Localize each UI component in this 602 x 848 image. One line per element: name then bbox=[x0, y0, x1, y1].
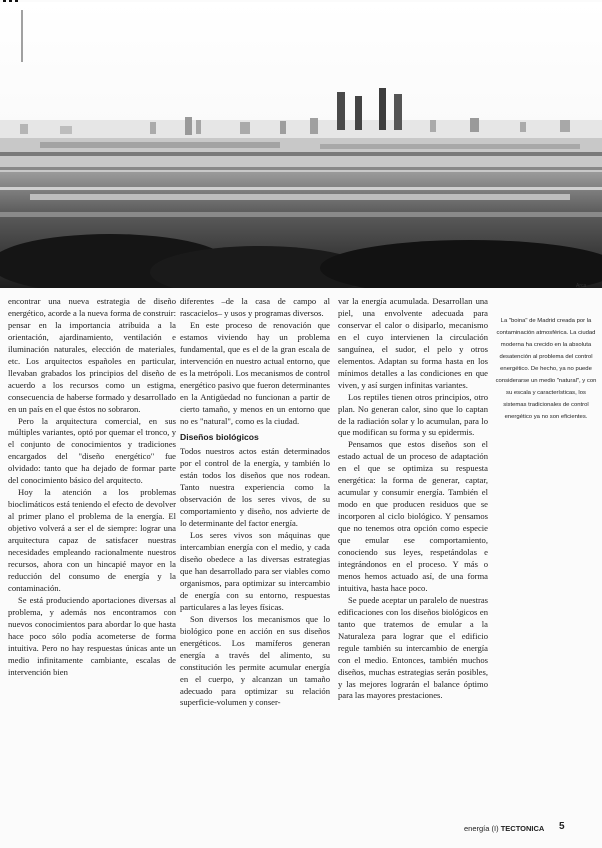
paragraph: Los seres vivos son máquinas que intercambian energía con el medio, y cada diseño obedece a las diversas estrategias que han desarrollado para ser viables como organismos, para optimizar su intercambio de energía con su entorno, respuestas particulares a las leyes físicas. bbox=[180, 530, 330, 612]
paragraph: Se puede aceptar un paralelo de nuestras edificaciones con los diseños biológicos en tanto que tratemos de emular a la Naturaleza para lograr que el edificio regule también su intercambio de energía con el medio. Entonces, también muchos diseños, muchas estrategias serán posibles, y las mejores lograrán el balance óptimo para las mayores prestaciones. bbox=[338, 594, 488, 701]
text-column-3 bbox=[338, 296, 488, 702]
text-column-1 bbox=[8, 296, 176, 679]
photo-caption: La "boina" de Madrid creada por la contaminación atmosférica. La ciudad moderna ha crecido en la absoluta desatención al problema del control energético. De hecho, ya no puede considerarse un medio "natural", y con su escala y características, los sistemas tradicionales de control energético ya no son eficientes. bbox=[495, 318, 597, 420]
paragraph: Se está produciendo aportaciones diversas al problema, y además nos encontramos con nuevos conocimientos para abordar lo que hasta hace poco sólo podía acometerse de forma intuitiva. Pero no hay respuestas únicas ante un medio infinitamente cambiante, escalas de intervención bien bbox=[8, 594, 176, 677]
page-number: 5 bbox=[559, 821, 565, 832]
paragraph: Los reptiles tienen otros principios, otro plan. No generan calor, sino que lo captan de la radiación solar y lo acumulan, para lo que modifican su forma y su epidermis. bbox=[338, 391, 488, 438]
footer-section: energía (I) bbox=[464, 824, 499, 833]
page-footer bbox=[464, 824, 544, 833]
paragraph: Hoy la atención a los problemas bioclimáticos está teniendo el efecto de devolver al primer plano el problema de la energía. El objetivo volverá a ser el de siempre: lograr una arquitectura capaz de satisfacer nuestras necesidades empleando racionalmente nuestros recursos, ahora con un hincapié mayor en la reducción del consumo de energía y la contaminación. bbox=[8, 487, 176, 593]
footer-magazine: TECTONICA bbox=[500, 824, 545, 833]
paragraph: Pero la arquitectura comercial, en sus múltiples variantes, optó por quemar el tronco, y el conjunto de conocimientos y tradiciones encargados del "diseño energético" fue olvidado: tanto que ha dejado de formar parte del conocimiento básico del arquitecto. bbox=[8, 415, 176, 486]
section-heading: Diseños biológicos bbox=[180, 432, 259, 443]
paragraph: Todos nuestros actos están determinados por el control de la energía, y también lo están todos los diseños que nos rodean. Tanto nuestra experiencia como la observación de los seres vivos, de su comportamiento y diseño, nos advierte de lo determinante del factor energía. bbox=[180, 446, 330, 529]
paragraph: diferentes –de la casa de campo al rascacielos– y usos y programas diversos. bbox=[180, 296, 330, 318]
photo-credit: Arca bbox=[576, 283, 587, 289]
madrid-skyline-photo bbox=[0, 2, 602, 288]
paragraph: Son diversos los mecanismos que lo biológico pone en acción en sus diseños energéticos. Los mamíferos generan energía a través del alimento, su constitución les permite acumular energía en el cuerpo, y alcanzan un tamaño adecuado para optimizar su relación superficie-volumen y conser- bbox=[180, 613, 330, 708]
paragraph: var la energía acumulada. Desarrollan una piel, una envolvente adecuada para conservar el calor o disiparlo, mecanismo en el cuyo intervienen la circulación sanguínea, el sudor, el pelo y otros elementos. Adaptan su forma hasta en los mínimos detalles a las condiciones en que viven, y así surgen infinitas variantes. bbox=[338, 296, 488, 390]
text-column-2 bbox=[180, 296, 330, 709]
paragraph: encontrar una nueva estrategia de diseño energético, acorde a la nueva forma de construir: pensar en la importancia atribuida a la orientación, ajardinamiento, ventilación e iluminación naturales, elección de materiales, etc. Los arquitectos españoles en particular, llevaban grabados los principios del diseño de acuerdo a los recursos como un estigma, consecuencia de haberse formado y desarrollado en un país en el que éstos no sobraron. bbox=[8, 296, 176, 414]
paragraph: Pensamos que estos diseños son el estado actual de un proceso de adaptación en el que se optimiza su respuesta energética: la forma de generar, captar, acumular y consumir energía. También el modo en que producen residuos que se incorporen al ciclo biológico. Y pensamos que no tenemos otra opción como especie que emular ese comportamiento, conociendo sus leyes, respetándolas e integrándonos en el proceso. Y más o menos hemos actuado así, de una forma intuitiva, hasta hace poco. bbox=[338, 439, 488, 593]
paragraph: En este proceso de renovación que estamos viviendo hay un problema fundamental, que es el de la gran escala de intervención en nuestro actual entorno, que es la metrópoli. Los mecanismos de control energético pasivo que fueron determinantes en la Antigüedad no funcionan a partir de cierto tamaño, y menos en un entorno que no es "natural", como es la ciudad. bbox=[180, 319, 330, 426]
